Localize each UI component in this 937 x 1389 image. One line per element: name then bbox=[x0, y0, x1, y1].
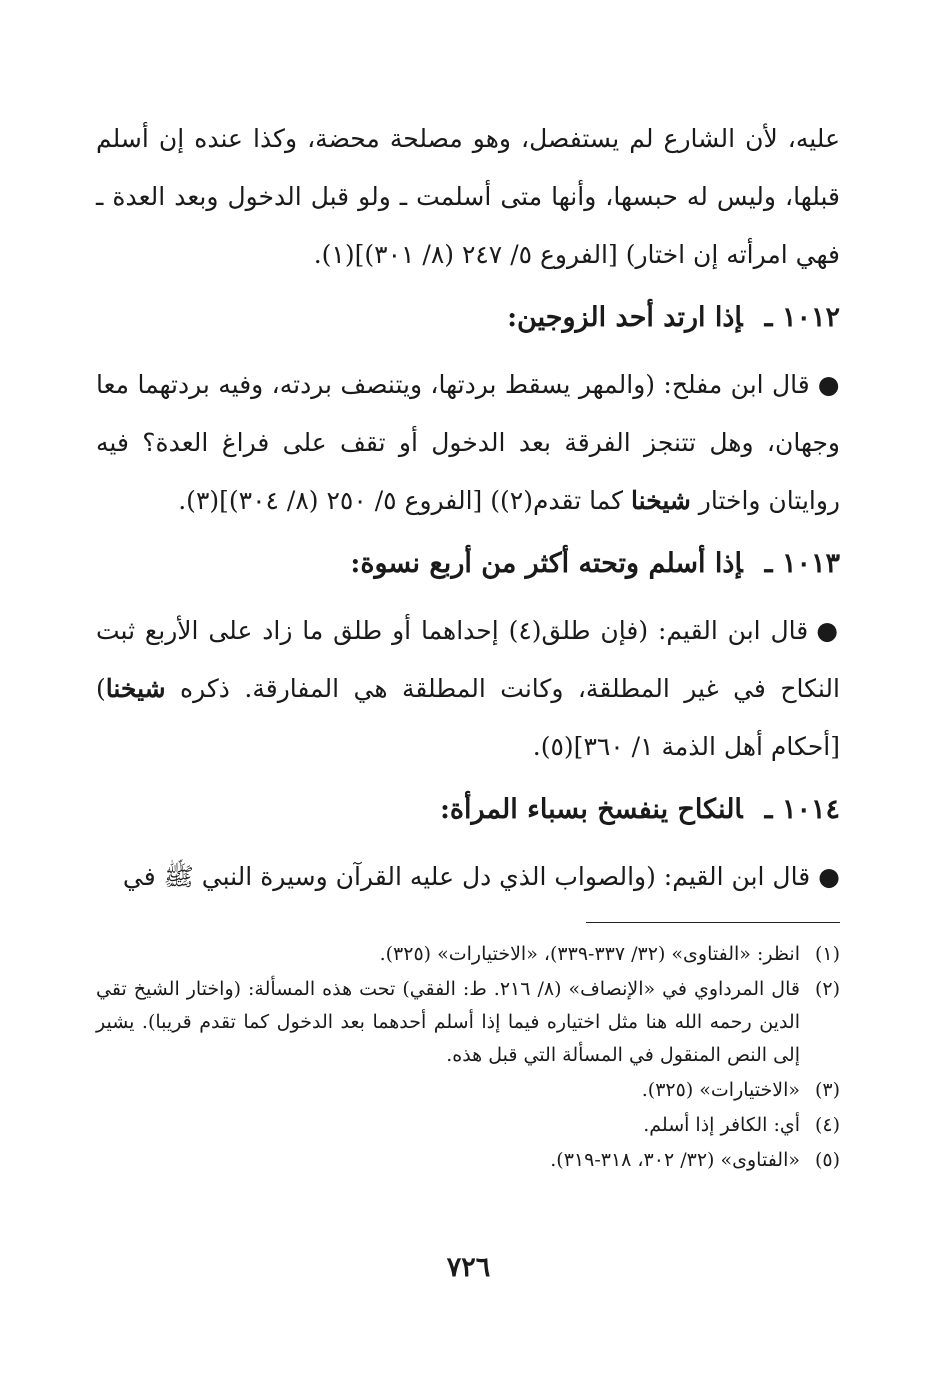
section-paragraph-1014 bbox=[96, 848, 840, 906]
section-text-1013-b: إحداهما أو طلق ما زاد على الأربع ثبت النكاح في غير المطلقة، وكانت المطلقة هي المفارقة. ذكره bbox=[96, 616, 840, 703]
section-number-1014: ١٠١٤ ـ bbox=[764, 794, 840, 825]
footnotes bbox=[96, 938, 840, 1179]
section-end-1013: . bbox=[532, 732, 541, 761]
footnote-ref-3[interactable]: (٣) bbox=[186, 486, 220, 515]
section-paragraph-1012 bbox=[96, 356, 840, 530]
section-text-1012-c: ) [الفروع ٥/ ٢٥٠ (٨/ ٣٠٤)] bbox=[219, 486, 500, 515]
footnote-number: (٣) bbox=[814, 1079, 840, 1101]
footnote-number: (٤) bbox=[814, 1114, 840, 1136]
section-heading-1012 bbox=[96, 298, 840, 338]
section-text-1012-a: قال ابن مفلح: (والمهر يسقط بردتها، ويتنصف بردته، وفيه بردتهما معا وجهان، وهل تتنجز الفرقة بعد الدخول أو تقف على فراغ العدة؟ فيه روايتان واختار bbox=[96, 370, 840, 515]
footnote-4 bbox=[96, 1109, 840, 1142]
section-heading-1014 bbox=[96, 790, 840, 830]
footnote-3 bbox=[96, 1074, 840, 1107]
intro-end: . bbox=[313, 240, 322, 269]
footnote-5 bbox=[96, 1144, 840, 1177]
section-paragraph-1013 bbox=[96, 602, 840, 776]
section-text-1013-a: قال ابن القيم: (فإن طلق bbox=[541, 616, 809, 645]
footnote-ref-4[interactable]: (٤) bbox=[508, 616, 542, 645]
footnote-text: «الفتاوى» (٣٢/ ٣٠٢، ٣١٨-٣١٩). bbox=[550, 1149, 800, 1171]
footnote-text: انظر: «الفتاوى» (٣٢/ ٣٣٧-٣٣٩)، «الاختيارات» (٣٢٥). bbox=[379, 943, 800, 965]
section-text-1014-a: قال ابن القيم: (والصواب الذي دل عليه القرآن وسيرة النبي ﷺ في bbox=[122, 862, 811, 891]
intro-text: عليه، لأن الشارع لم يستفصل، وهو مصلحة محضة، وكذا عنده إن أسلم قبلها، وليس له حبسها، وأنها متى أسلمت ـ ولو قبل الدخول وبعد العدة ـ فهي امرأته إن اختار) [الفروع ٥/ ٢٤٧ (٨/ ٣٠١)] bbox=[96, 124, 840, 269]
footnote-ref-2[interactable]: (٢) bbox=[499, 486, 533, 515]
page-number: ٧٢٦ bbox=[446, 1252, 491, 1283]
section-bold-1013: شيخنا bbox=[105, 674, 166, 703]
footnote-2 bbox=[96, 973, 840, 1072]
bullet-icon: ● bbox=[818, 862, 840, 891]
section-number-1013: ١٠١٣ ـ bbox=[764, 548, 840, 579]
footnote-text: أي: الكافر إذا أسلم. bbox=[643, 1114, 800, 1136]
footnote-number: (٥) bbox=[814, 1149, 840, 1171]
bullet-icon: ● bbox=[816, 616, 840, 645]
footnote-ref-1[interactable]: (١) bbox=[321, 240, 355, 269]
bullet-icon: ● bbox=[817, 370, 840, 399]
section-number-1012: ١٠١٢ ـ bbox=[764, 302, 840, 333]
section-title-1013: إذا أسلم وتحته أكثر من أربع نسوة: bbox=[350, 548, 743, 579]
footnote-number: (٢) bbox=[814, 978, 840, 1000]
footnote-text: «الاختيارات» (٣٢٥). bbox=[641, 1079, 800, 1101]
section-bold-1012: شيخنا bbox=[631, 486, 691, 515]
main-text bbox=[96, 110, 840, 906]
section-heading-1013 bbox=[96, 544, 840, 584]
footnote-1 bbox=[96, 938, 840, 971]
section-title-1012: إذا ارتد أحد الزوجين: bbox=[507, 302, 743, 333]
section-title-1014: النكاح ينفسخ بسباء المرأة: bbox=[439, 794, 743, 825]
footnote-number: (١) bbox=[814, 943, 840, 965]
section-text-1013-c: ) [أحكام أهل الذمة ١/ ٣٦٠] bbox=[96, 674, 840, 761]
section-end-1012: . bbox=[178, 486, 187, 515]
section-text-1012-b: كما تقدم bbox=[532, 486, 632, 515]
footnote-divider bbox=[586, 922, 840, 923]
intro-paragraph bbox=[96, 110, 840, 284]
footnote-ref-5[interactable]: (٥) bbox=[540, 732, 574, 761]
footnote-text: قال المرداوي في «الإنصاف» (٨/ ٢١٦. ط: الفقي) تحت هذه المسألة: (واختار الشيخ تقي الدين رحمه الله هنا مثل اختياره فيما إذا أسلم أحدهما بعد الدخول كما تقدم قريبا). يشير إلى النص المنقول في المسألة التي قبل هذه. bbox=[96, 978, 800, 1066]
